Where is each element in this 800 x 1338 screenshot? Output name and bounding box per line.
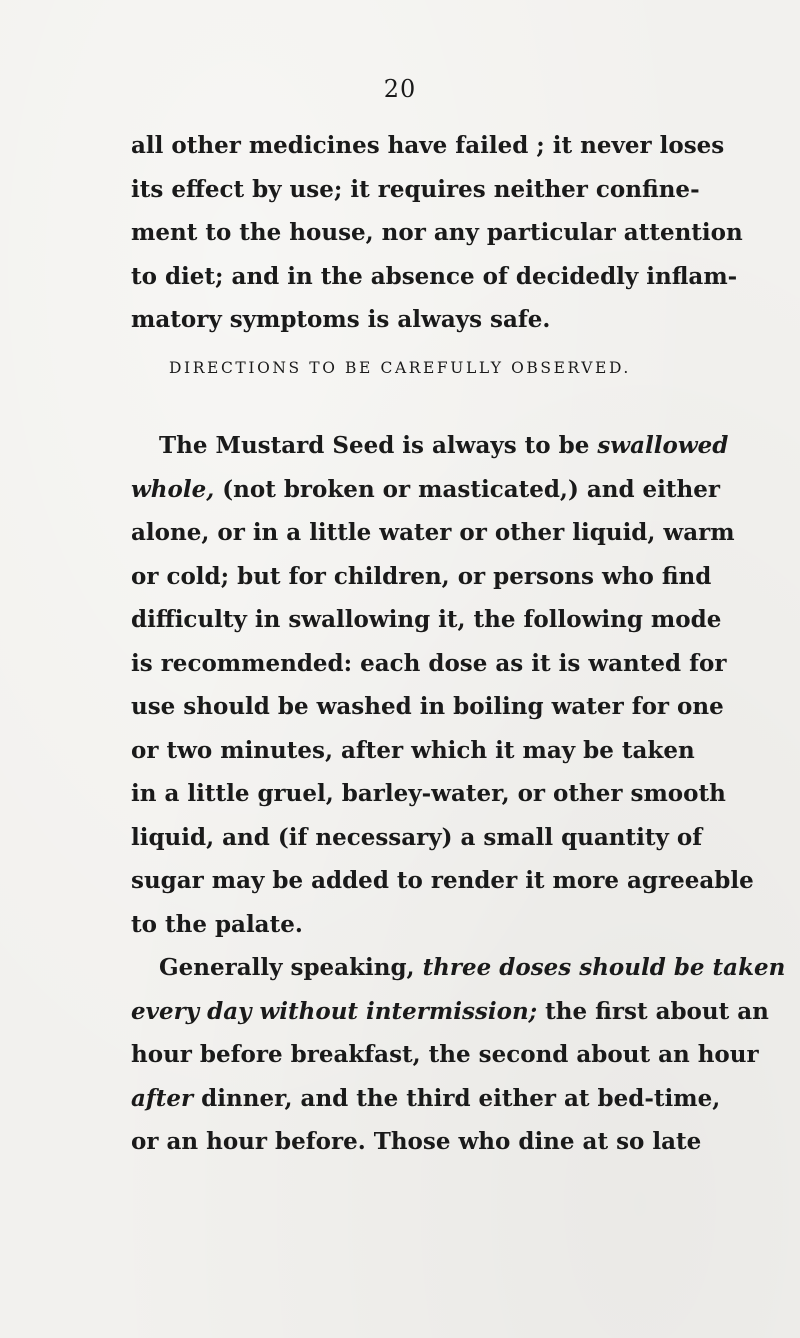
page-number: 20: [383, 75, 417, 103]
text-line: is recommended: each dose as it is wanted for: [131, 649, 727, 677]
text-line: difficulty in swallowing it, the following mode: [131, 606, 722, 633]
text-line: sugar may be added to render it more agreeable: [131, 867, 754, 894]
text-span: the first about an: [537, 997, 769, 1025]
section-heading: DIRECTIONS TO BE CAREFULLY OBSERVED.: [169, 359, 631, 377]
text-line: to diet; and in the absence of decidedly inflam-: [131, 262, 738, 290]
text-span: dinner, and the third either at bed-time,: [193, 1084, 721, 1112]
paragraph-2: [131, 424, 786, 1164]
emphasis-text: swallowed: [597, 432, 729, 459]
text-line: hour before breakfast, the second about an hour: [131, 1041, 759, 1068]
emphasis-text: whole,: [131, 475, 215, 503]
paragraph-1: [131, 124, 743, 342]
text-line: to the palate.: [131, 910, 303, 938]
emphasis-text: three doses should be taken: [422, 954, 786, 981]
text-line: matory symptoms is always safe.: [131, 306, 551, 333]
text-line: or cold; but for children, or persons who find: [131, 562, 712, 590]
text-line: its effect by use; it requires neither confine-: [131, 175, 700, 203]
emphasis-text: after: [131, 1084, 194, 1112]
text-line: [131, 1077, 721, 1121]
text-line: [131, 946, 786, 990]
text-line: use should be washed in boiling water for one: [131, 693, 724, 720]
text-line: ment to the house, nor any particular attention: [131, 219, 743, 246]
text-line: alone, or in a little water or other liquid, warm: [131, 519, 735, 546]
emphasis-text: every day without intermission;: [131, 997, 538, 1025]
text-line: in a little gruel, barley-water, or other smooth: [131, 780, 726, 807]
text-line: [131, 990, 769, 1034]
text-line: liquid, and (if necessary) a small quantity of: [131, 823, 703, 851]
text-line: or two minutes, after which it may be taken: [131, 736, 695, 764]
text-span: The Mustard Seed is always to be: [159, 432, 598, 459]
text-span: (not broken or masticated,) and either: [214, 475, 721, 503]
text-line: all other medicines have failed ; it never loses: [131, 132, 725, 159]
text-line: [131, 424, 729, 468]
text-span: Generally speaking,: [159, 954, 423, 981]
text-line: [131, 468, 721, 512]
text-line: or an hour before. Those who dine at so late: [131, 1128, 702, 1155]
